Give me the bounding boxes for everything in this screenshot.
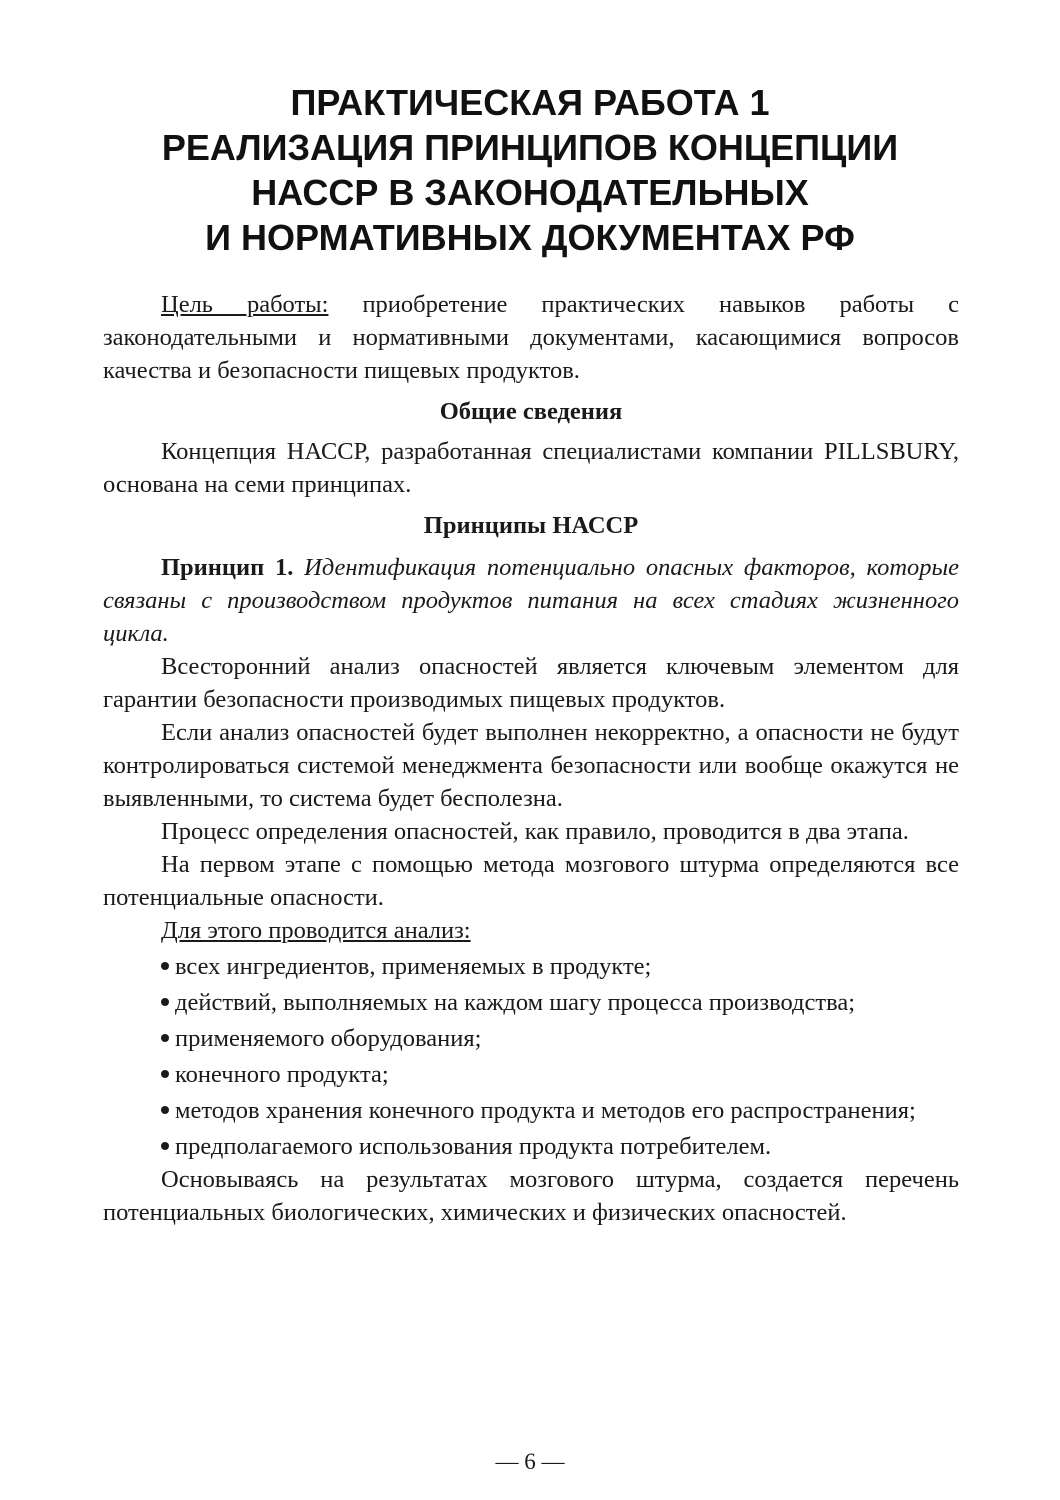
paragraph: На первом этапе с помощью метода мозгового штурма определяются все потенциальные опасности. — [103, 851, 959, 911]
document-body — [103, 288, 959, 1229]
goal-text: приобретение практических навыков работы с законодательными и нормативными документами, касающимися вопросов качества и безопасности пищевых продуктов. — [103, 291, 959, 384]
bullet-icon — [161, 1106, 169, 1114]
paragraph: Если анализ опасностей будет выполнен некорректно, а опасности не будут контролироваться системой менеджмента безопасности или вообще окажутся не выявленными, то система будет бесполезна. — [103, 719, 959, 812]
general-text: Концепция НАССР, разработанная специалистами компании PILLSBURY, основана на семи принципах. — [103, 438, 959, 498]
list-item: методов хранения конечного продукта и методов его распространения; — [103, 1094, 959, 1127]
bullet-icon — [161, 1142, 169, 1150]
goal-paragraph — [103, 288, 959, 387]
paragraph: Процесс определения опасностей, как правило, проводится в два этапа. — [161, 818, 909, 845]
general-heading: Общие сведения — [439, 398, 623, 425]
list-item: конечного продукта; — [103, 1058, 959, 1091]
conclusion-paragraph: Основываясь на результатах мозгового штурма, создается перечень потенциальных биологических, химических и физических опасностей. — [103, 1166, 959, 1226]
principle-1-paragraph — [103, 551, 959, 650]
goal-label: Цель работы: — [161, 291, 329, 318]
title-line-1: ПРАКТИЧЕСКАЯ РАБОТА 1 — [290, 82, 770, 123]
paragraph: Всесторонний анализ опасностей является ключевым элементом для гарантии безопасности производимых пищевых продуктов. — [103, 653, 959, 713]
title-line-2: РЕАЛИЗАЦИЯ ПРИНЦИПОВ КОНЦЕПЦИИ — [161, 127, 899, 168]
principle-1-text: Идентификация потенциально опасных факторов, которые связаны с производством продуктов питания на всех стадиях жизненного цикла. — [103, 554, 959, 647]
analysis-label: Для этого проводится анализ: — [161, 917, 471, 944]
page-number: — 6 — — [495, 1449, 565, 1474]
list-item: всех ингредиентов, применяемых в продукте; — [103, 950, 959, 983]
page-title — [110, 80, 950, 260]
title-line-3: НАССР В ЗАКОНОДАТЕЛЬНЫХ — [251, 172, 809, 213]
bullet-icon — [161, 998, 169, 1006]
analysis-label-paragraph — [103, 914, 959, 947]
bullet-icon — [161, 962, 169, 970]
list-item: действий, выполняемых на каждом шагу процесса производства; — [103, 986, 959, 1019]
principles-heading: Принципы НАССР — [423, 512, 639, 539]
list-item: предполагаемого использования продукта потребителем. — [103, 1130, 959, 1163]
title-line-4: И НОРМАТИВНЫХ ДОКУМЕНТАХ РФ — [205, 217, 855, 258]
principle-1-label: Принцип 1. — [161, 554, 294, 581]
bullet-icon — [161, 1034, 169, 1042]
list-item: применяемого оборудования; — [103, 1022, 959, 1055]
bullet-icon — [161, 1070, 169, 1078]
